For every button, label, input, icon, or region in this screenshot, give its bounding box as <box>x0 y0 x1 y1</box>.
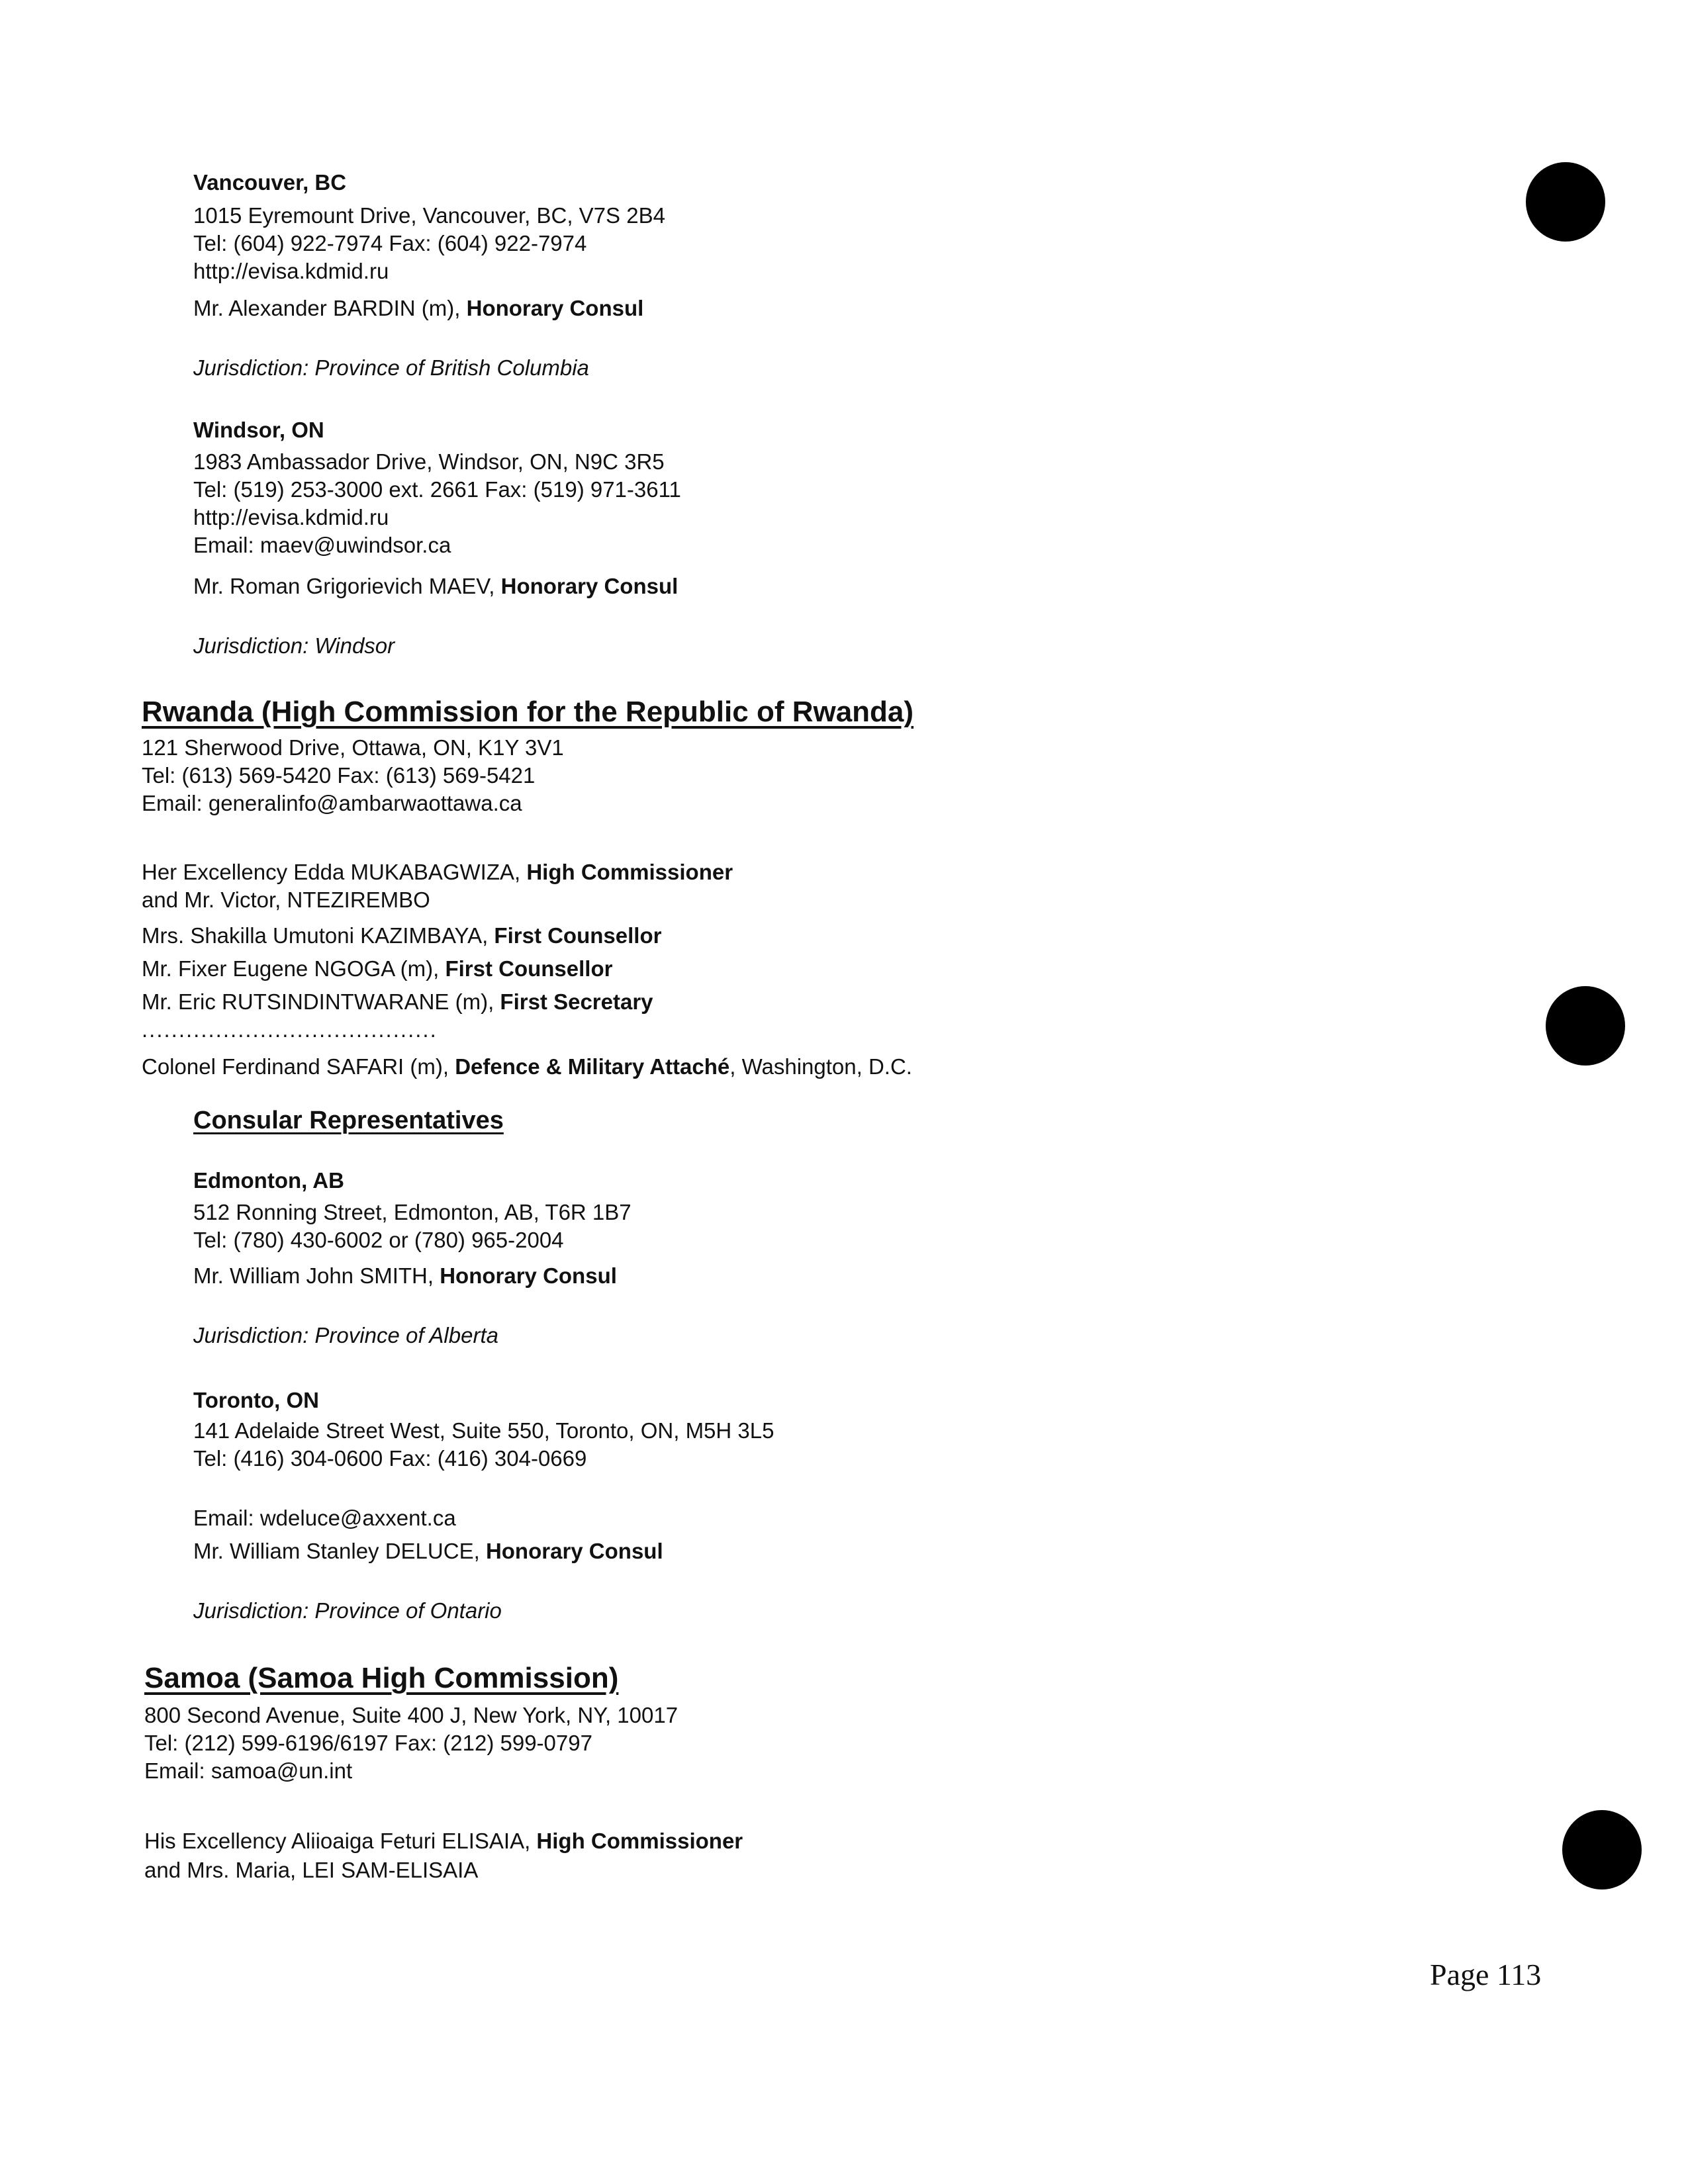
samoa-address: 800 Second Avenue, Suite 400 J, New York, NY, 10017 <box>144 1703 679 1727</box>
rwanda-staff-row <box>142 989 653 1015</box>
rwanda-attache <box>142 1054 912 1080</box>
windsor-email[interactable]: Email: maev@uwindsor.ca <box>193 533 451 557</box>
toronto-tel: Tel: (416) 304-0600 Fax: (416) 304-0669 <box>193 1446 587 1471</box>
rwanda-tel: Tel: (613) 569-5420 Fax: (613) 569-5421 <box>142 763 536 788</box>
vancouver-contact <box>193 295 643 322</box>
contact-title: Honorary Consul <box>466 296 644 320</box>
attache-location: , Washington, D.C. <box>729 1054 912 1079</box>
staff-name: Mrs. Shakilla Umutoni KAZIMBAYA, <box>142 923 494 948</box>
edmonton-heading: Edmonton, AB <box>193 1168 344 1193</box>
staff-name: Her Excellency Edda MUKABAGWIZA, <box>142 860 527 884</box>
toronto-email[interactable]: Email: wdeluce@axxent.ca <box>193 1506 456 1530</box>
attache-name: Colonel Ferdinand SAFARI (m), <box>142 1054 455 1079</box>
toronto-jurisdiction: Jurisdiction: Province of Ontario <box>193 1598 502 1623</box>
rwanda-email[interactable]: Email: generalinfo@ambarwaottawa.ca <box>142 791 522 815</box>
staff-name: and Mrs. Maria, LEI SAM-ELISAIA <box>144 1858 479 1882</box>
rwanda-staff-row <box>142 859 733 886</box>
page-number: Page 113 <box>1430 1958 1542 1991</box>
vancouver-web[interactable]: http://evisa.kdmid.ru <box>193 259 389 283</box>
edmonton-tel: Tel: (780) 430-6002 or (780) 965-2004 <box>193 1228 564 1252</box>
samoa-staff-row <box>144 1857 478 1884</box>
toronto-heading: Toronto, ON <box>193 1388 320 1412</box>
contact-title: Honorary Consul <box>485 1539 663 1563</box>
staff-name: His Excellency Aliioaiga Feturi ELISAIA, <box>144 1829 537 1853</box>
windsor-address: 1983 Ambassador Drive, Windsor, ON, N9C 3R5 <box>193 449 665 474</box>
dotted-separator: ........................................ <box>142 1017 438 1042</box>
contact-title: Honorary Consul <box>500 574 679 598</box>
contact-name: Mr. William John SMITH, <box>193 1263 440 1288</box>
vancouver-tel: Tel: (604) 922-7974 Fax: (604) 922-7974 <box>193 231 587 255</box>
staff-title: High Commissioner <box>536 1829 743 1853</box>
rwanda-staff-row <box>142 887 430 913</box>
edmonton-contact <box>193 1263 617 1289</box>
samoa-tel: Tel: (212) 599-6196/6197 Fax: (212) 599-0797 <box>144 1731 592 1755</box>
contact-title: Honorary Consul <box>440 1263 617 1288</box>
rwanda-heading: Rwanda (High Commission for the Republic of Rwanda) <box>142 696 914 728</box>
contact-name: Mr. Alexander BARDIN (m), <box>193 296 467 320</box>
toronto-contact <box>193 1538 663 1565</box>
windsor-web[interactable]: http://evisa.kdmid.ru <box>193 505 389 529</box>
windsor-contact <box>193 573 678 600</box>
rwanda-staff-row <box>142 956 612 982</box>
windsor-tel: Tel: (519) 253-3000 ext. 2661 Fax: (519) 971-3611 <box>193 477 681 502</box>
staff-title: First Counsellor <box>494 923 662 948</box>
samoa-heading: Samoa (Samoa High Commission) <box>144 1662 619 1694</box>
staff-name: Mr. Fixer Eugene NGOGA (m), <box>142 956 445 981</box>
punch-hole-middle <box>1546 986 1625 1066</box>
punch-hole-top <box>1526 162 1605 242</box>
windsor-jurisdiction: Jurisdiction: Windsor <box>193 633 395 658</box>
samoa-staff-row <box>144 1828 743 1854</box>
edmonton-jurisdiction: Jurisdiction: Province of Alberta <box>193 1323 498 1347</box>
contact-name: Mr. William Stanley DELUCE, <box>193 1539 486 1563</box>
vancouver-jurisdiction: Jurisdiction: Province of British Columbia <box>193 355 589 380</box>
toronto-address: 141 Adelaide Street West, Suite 550, Toronto, ON, M5H 3L5 <box>193 1418 774 1443</box>
consular-representatives-heading: Consular Representatives <box>193 1107 504 1134</box>
rwanda-address: 121 Sherwood Drive, Ottawa, ON, K1Y 3V1 <box>142 735 564 760</box>
windsor-heading: Windsor, ON <box>193 418 324 442</box>
attache-title: Defence & Military Attaché <box>455 1054 730 1079</box>
staff-title: First Counsellor <box>445 956 613 981</box>
vancouver-heading: Vancouver, BC <box>193 170 347 195</box>
punch-hole-bottom <box>1562 1810 1642 1889</box>
staff-name: and Mr. Victor, NTEZIREMBO <box>142 887 430 912</box>
samoa-email[interactable]: Email: samoa@un.int <box>144 1758 353 1783</box>
staff-title: High Commissioner <box>526 860 733 884</box>
rwanda-staff-row <box>142 923 661 949</box>
edmonton-address: 512 Ronning Street, Edmonton, AB, T6R 1B7 <box>193 1200 632 1224</box>
contact-name: Mr. Roman Grigorievich MAEV, <box>193 574 501 598</box>
staff-name: Mr. Eric RUTSINDINTWARANE (m), <box>142 989 500 1014</box>
vancouver-address: 1015 Eyremount Drive, Vancouver, BC, V7S 2B4 <box>193 203 665 228</box>
staff-title: First Secretary <box>500 989 653 1014</box>
